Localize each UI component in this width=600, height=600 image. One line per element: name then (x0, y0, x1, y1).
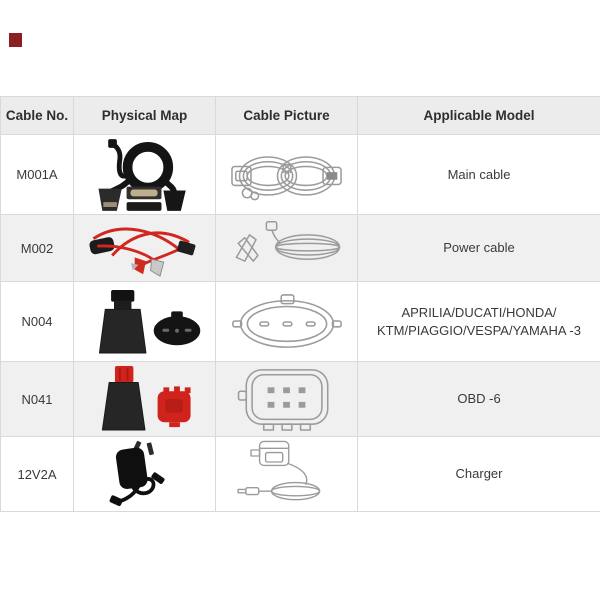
model-text-line2: KTM/PIAGGIO/VESPA/YAMAHA -3 (377, 322, 581, 338)
physical-map-cell (74, 437, 216, 512)
model-text: Power cable (443, 240, 515, 256)
main-cable-photo (82, 138, 208, 212)
red-obd6-adapter-photo (82, 364, 208, 434)
oval-3pin-adapter-photo (82, 287, 208, 357)
col-header-cable-picture: Cable Picture (216, 97, 358, 135)
power-cable-photo (82, 218, 208, 278)
cable-picture-cell (216, 135, 358, 215)
cable-picture-cell (216, 437, 358, 512)
applicable-model-cell (358, 135, 600, 215)
model-text: Charger (455, 466, 503, 482)
cable-no-cell: 12V2A (1, 437, 74, 512)
main-cable-drawing (223, 138, 351, 212)
table-row-12v2a (1, 437, 600, 512)
applicable-model-cell (358, 437, 600, 512)
power-cable-drawing (223, 218, 351, 278)
charger-photo (82, 439, 208, 509)
table-row-n041 (1, 362, 600, 437)
applicable-model-cell (358, 282, 600, 362)
oval-3pin-connector-drawing (223, 293, 351, 351)
model-text-line1: APRILIA/DUCATI/HONDA/ (401, 304, 557, 320)
cable-table-container (0, 96, 600, 512)
header-row (1, 97, 600, 135)
cable-table (0, 96, 600, 512)
cable-no-cell: N041 (1, 362, 74, 437)
cable-no-cell: M002 (1, 215, 74, 282)
cable-no-cell: M001A (1, 135, 74, 215)
applicable-model-cell (358, 362, 600, 437)
physical-map-cell (74, 135, 216, 215)
corner-mark (9, 33, 22, 47)
cable-picture-cell (216, 215, 358, 282)
physical-map-cell (74, 362, 216, 437)
cable-picture-cell (216, 282, 358, 362)
table-row-m001a (1, 135, 600, 215)
cable-no-cell: N004 (1, 282, 74, 362)
charger-drawing (223, 438, 351, 510)
model-text: Main cable (447, 166, 511, 182)
applicable-model-cell (358, 215, 600, 282)
col-header-physical-map: Physical Map (74, 97, 216, 135)
physical-map-cell (74, 215, 216, 282)
physical-map-cell (74, 282, 216, 362)
col-header-applicable-model: Applicable Model (358, 97, 600, 135)
table-row-m002 (1, 215, 600, 282)
obd6-connector-drawing (223, 364, 351, 434)
model-text: OBD -6 (457, 391, 501, 407)
cable-picture-cell (216, 362, 358, 437)
col-header-cable-no: Cable No. (1, 97, 74, 135)
table-row-n004 (1, 282, 600, 362)
